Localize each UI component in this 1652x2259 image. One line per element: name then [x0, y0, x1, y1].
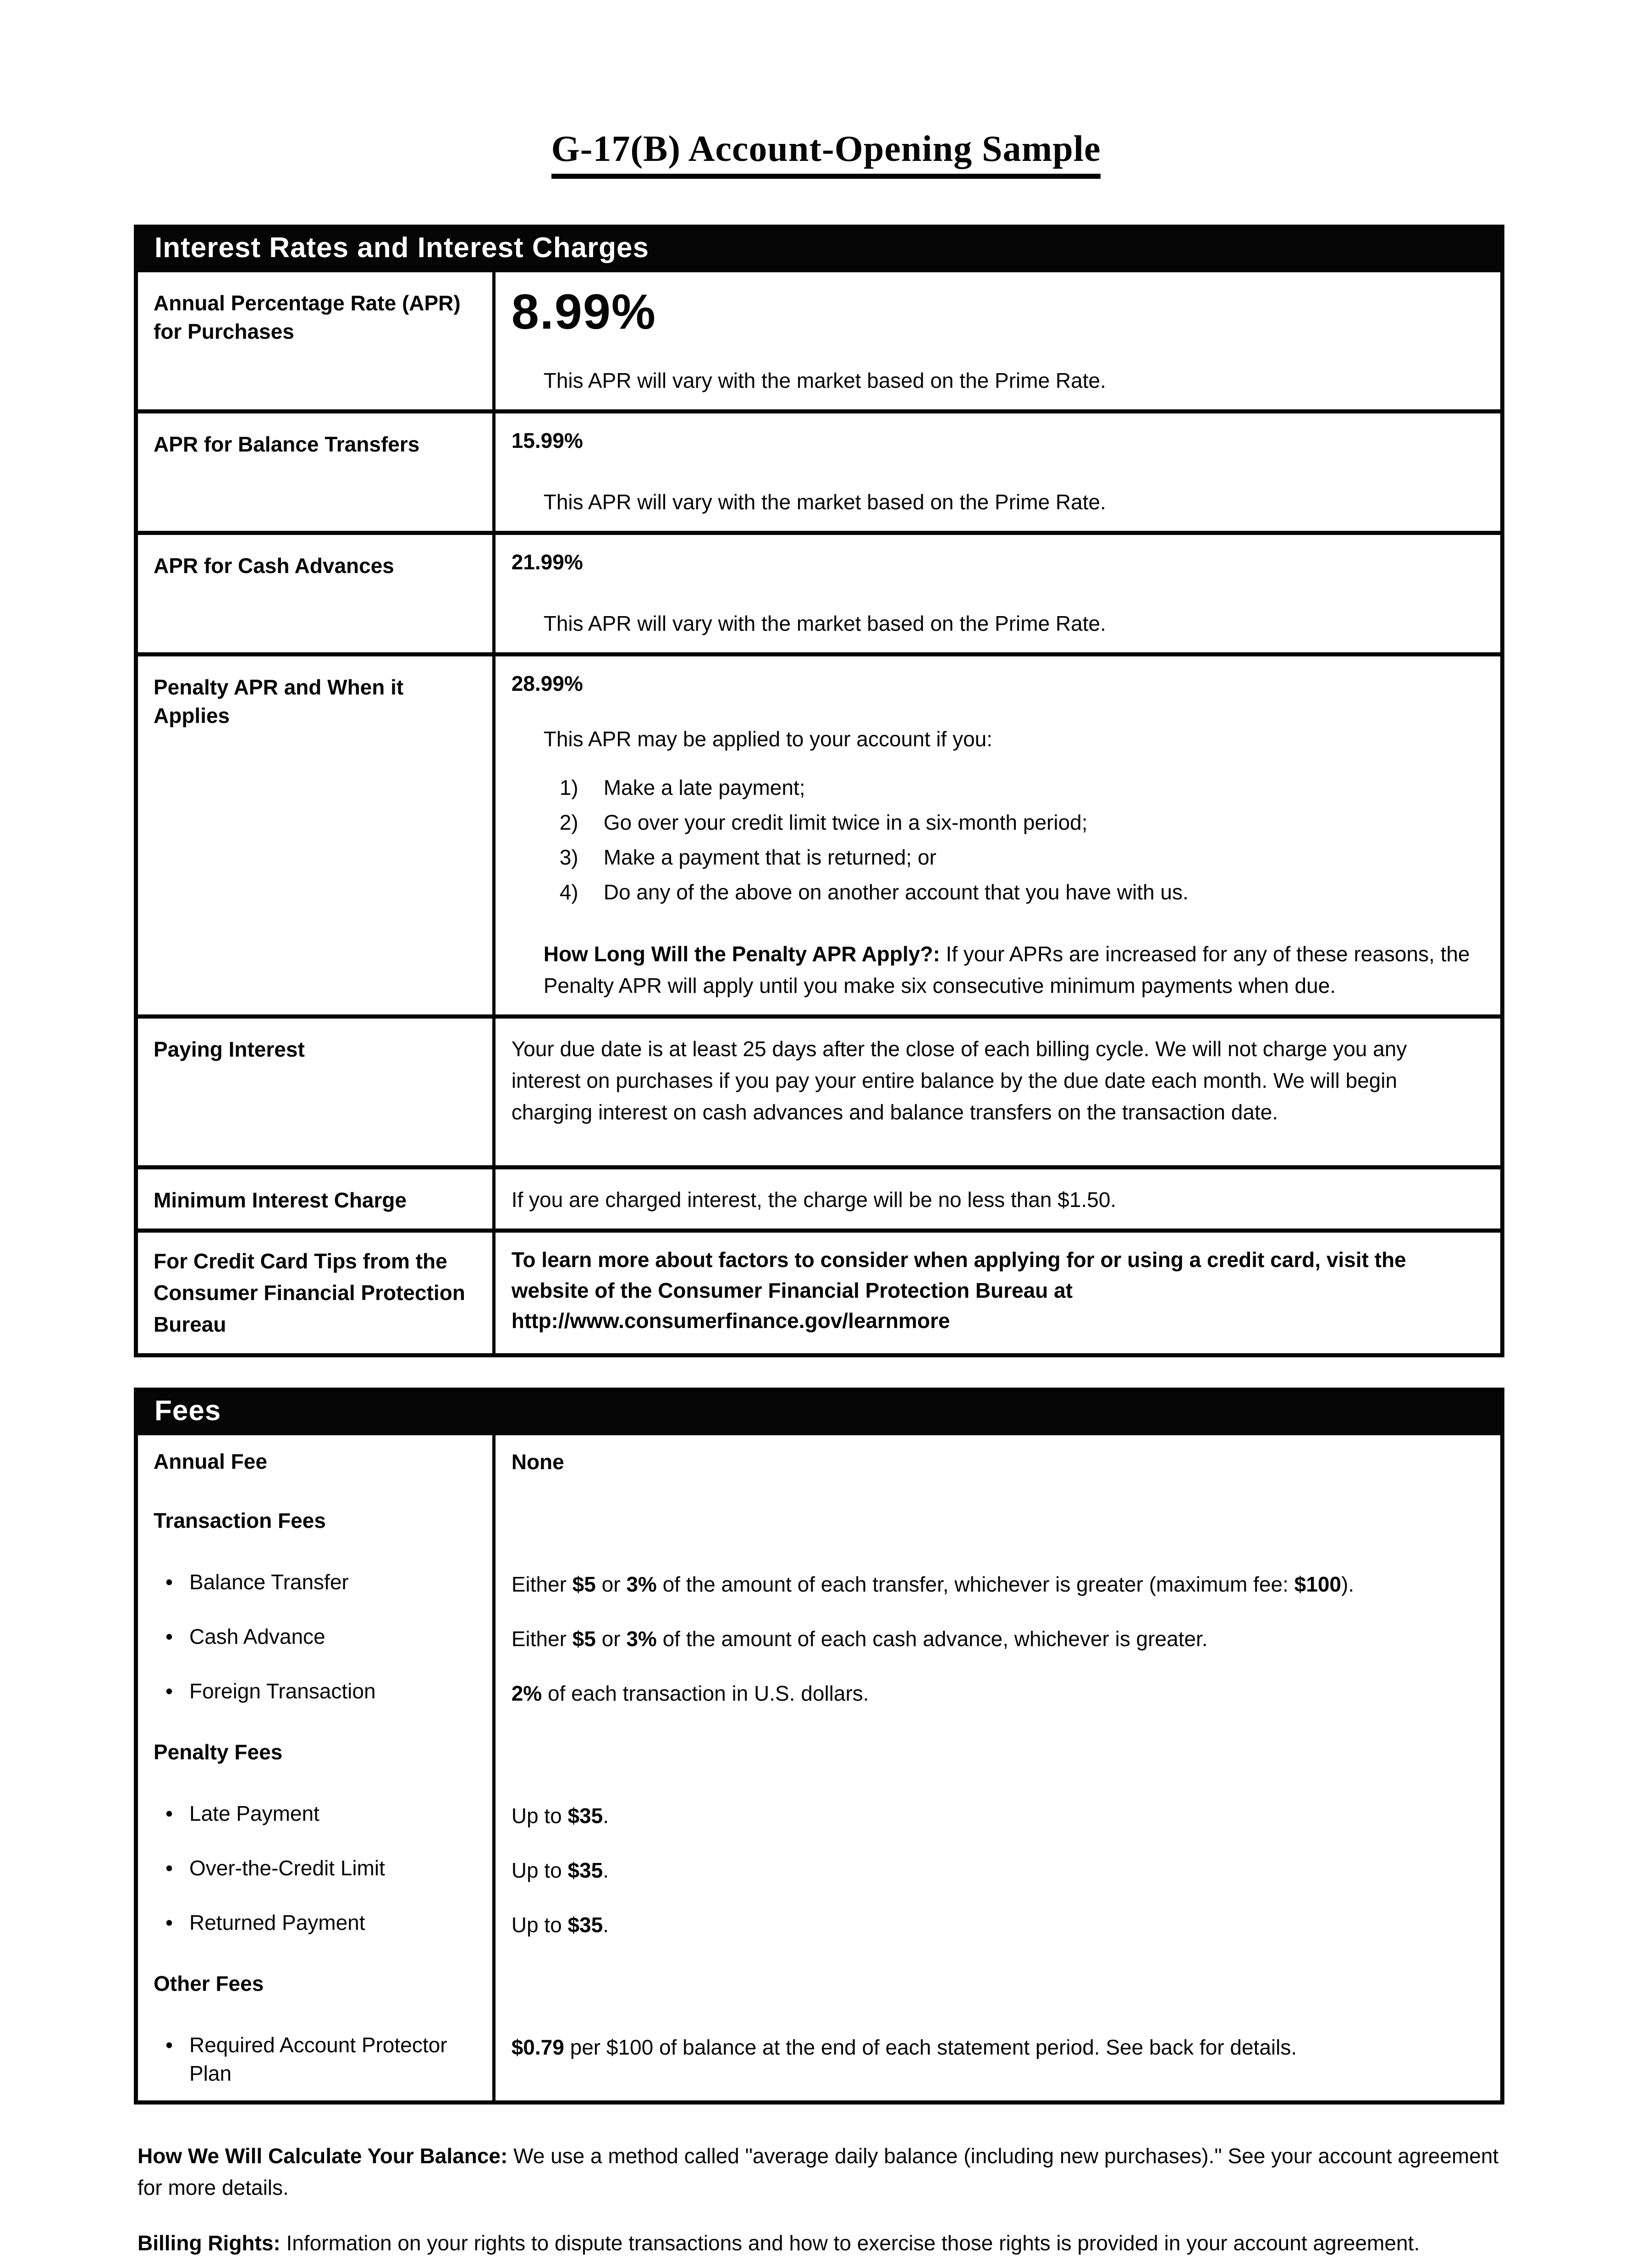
fee-row-returned-payment — [138, 1899, 1500, 1954]
table-row-penalty-apr — [138, 652, 1500, 1014]
penalty-apr-intro: This APR may be applied to your account if you: — [543, 727, 993, 751]
apr-balance-transfer-rate: 15.99% — [511, 429, 583, 452]
fee-description: Either $5 or 3% of the amount of each transfer, whichever is greater (maximum fee: $100). — [492, 1559, 1500, 1613]
fee-label — [138, 1559, 492, 1613]
fee-row-cash-advance — [138, 1613, 1500, 1668]
title-section — [0, 0, 1652, 179]
fee-group-title: Other Fees — [154, 1971, 264, 1995]
table-row-apr-cash-advances — [138, 531, 1500, 652]
billing-rights-note — [138, 2227, 1505, 2259]
fee-row-account-protector-plan — [138, 2022, 1500, 2100]
fee-name: Late Payment — [189, 1801, 319, 1825]
fee-group-empty-cell — [492, 1722, 1500, 1790]
fee-label — [138, 2022, 492, 2100]
fee-description: 2% of each transaction in U.S. dollars. — [492, 1668, 1500, 1722]
fee-name: Foreign Transaction — [189, 1679, 376, 1703]
table-row-apr-purchases — [138, 272, 1500, 409]
fee-name: Required Account Protector Plan — [189, 2033, 447, 2086]
fee-description: Up to $35. — [492, 1899, 1500, 1954]
bullet-icon: • — [165, 1856, 173, 1880]
row-label: Minimum Interest Charge — [154, 1188, 407, 1212]
table-row-paying-interest — [138, 1014, 1500, 1165]
row-value: None — [492, 1435, 1500, 1491]
footnotes — [138, 2140, 1505, 2259]
balance-calculation-lead: How We Will Calculate Your Balance: — [138, 2144, 508, 2168]
table-row-cfpb-tips — [138, 1229, 1500, 1353]
row-value — [492, 413, 1500, 531]
list-item — [560, 773, 1475, 802]
row-label: APR for Balance Transfers — [154, 432, 420, 456]
fee-group-penalty — [138, 1722, 1500, 1954]
list-item — [560, 878, 1475, 906]
fee-label — [138, 1668, 492, 1722]
list-item-number: 3) — [559, 845, 578, 869]
row-label: Penalty APR and When it Applies — [154, 675, 404, 728]
fee-row-late-payment — [138, 1790, 1500, 1845]
fee-label — [138, 1899, 492, 1954]
fee-row-balance-transfer — [138, 1559, 1500, 1613]
fee-name: Returned Payment — [189, 1910, 365, 1934]
fee-name: Over-the-Credit Limit — [189, 1856, 385, 1880]
apr-cash-advance-rate: 21.99% — [511, 550, 583, 574]
fees-table-header: Fees — [138, 1388, 1500, 1435]
list-item-text: Do any of the above on another account that you have with us. — [603, 880, 1189, 904]
table-row-minimum-interest-charge — [138, 1165, 1500, 1229]
list-item-number: 2) — [559, 810, 578, 834]
fee-group-title: Transaction Fees — [154, 1508, 326, 1532]
penalty-apr-rate: 28.99% — [511, 672, 583, 696]
row-label: Paying Interest — [154, 1037, 305, 1061]
apr-purchases-rate: 8.99% — [511, 284, 656, 339]
fee-description: $0.79 per $100 of balance at the end of each statement period. See back for details. — [492, 2022, 1500, 2100]
bullet-icon: • — [165, 2033, 173, 2057]
list-item-text: Make a late payment; — [603, 775, 805, 799]
apr-variable-note: This APR will vary with the market based on the Prime Rate. — [543, 369, 1106, 392]
bullet-icon: • — [165, 1570, 173, 1594]
penalty-duration-text: If your APRs are increased for any of these reasons, the Penalty APR will apply until you make six consecutive minimum payments when due. — [543, 942, 1470, 997]
list-item — [560, 808, 1475, 837]
billing-rights-lead: Billing Rights: — [138, 2231, 281, 2255]
bullet-icon: • — [165, 1679, 173, 1703]
balance-calculation-text: We use a method called "average daily balance (including new purchases)." See your account agreement for more details. — [138, 2144, 1499, 2200]
fee-label — [138, 1613, 492, 1668]
page-title: G-17(B) Account-Opening Sample — [551, 128, 1101, 179]
list-item-number: 4) — [559, 880, 578, 904]
fee-name: Balance Transfer — [189, 1570, 349, 1594]
fee-group-transaction — [138, 1491, 1500, 1722]
fee-label — [138, 1845, 492, 1899]
fee-group-other — [138, 1954, 1500, 2100]
row-label: APR for Cash Advances — [154, 554, 394, 578]
billing-rights-text: Information on your rights to dispute transactions and how to exercise those rights is provided in your account agreement. — [280, 2231, 1420, 2255]
row-label: Annual Percentage Rate (APR) for Purchases — [154, 291, 461, 344]
fee-group-heading-row — [138, 1954, 1500, 2022]
list-item — [560, 843, 1475, 871]
fee-label — [138, 1790, 492, 1845]
bullet-icon: • — [165, 1624, 173, 1648]
list-item-text: Make a payment that is returned; or — [603, 845, 936, 869]
fee-group-heading-row — [138, 1722, 1500, 1790]
row-value: Your due date is at least 25 days after the close of each billing cycle. We will not charge you any interest on purchases if you pay your entire balance by the due date each month. We will begin charging interest on cash advances and balance transfers on the transaction date. — [492, 1019, 1500, 1165]
fee-description: Up to $35. — [492, 1845, 1500, 1899]
fee-name: Cash Advance — [189, 1624, 325, 1648]
fee-group-empty-cell — [492, 1954, 1500, 2022]
bullet-icon: • — [165, 1801, 173, 1825]
row-value: To learn more about factors to consider when applying for or using a credit card, visit the website of the Consumer Financial Protection Bureau at http://www.consumerfinance.gov/learnmore — [492, 1233, 1500, 1353]
interest-rates-table — [134, 225, 1504, 1357]
row-value — [492, 535, 1500, 652]
row-label: For Credit Card Tips from the Consumer Financial Protection Bureau — [154, 1249, 465, 1336]
list-item-number: 1) — [559, 775, 578, 799]
balance-calculation-note — [138, 2140, 1505, 2204]
bullet-icon: • — [165, 1910, 173, 1934]
list-item-text: Go over your credit limit twice in a six-month period; — [603, 810, 1088, 834]
apr-variable-note: This APR will vary with the market based on the Prime Rate. — [543, 612, 1106, 636]
fee-group-title: Penalty Fees — [154, 1740, 283, 1764]
penalty-apr-list — [560, 773, 1475, 906]
row-value — [492, 272, 1500, 409]
table-row-apr-balance-transfers — [138, 409, 1500, 531]
fee-group-empty-cell — [492, 1491, 1500, 1559]
fee-row-over-credit-limit — [138, 1845, 1500, 1899]
row-value: If you are charged interest, the charge will be no less than $1.50. — [492, 1169, 1500, 1229]
penalty-apr-duration — [544, 938, 1475, 1002]
fee-description: Up to $35. — [492, 1790, 1500, 1845]
penalty-duration-lead: How Long Will the Penalty APR Apply?: — [543, 942, 940, 966]
interest-table-header: Interest Rates and Interest Charges — [138, 225, 1500, 272]
fees-table — [134, 1388, 1504, 2105]
table-row-annual-fee — [138, 1435, 1500, 1491]
fee-description: Either $5 or 3% of the amount of each cash advance, whichever is greater. — [492, 1613, 1500, 1668]
row-value — [492, 656, 1500, 1014]
fee-group-heading-row — [138, 1491, 1500, 1559]
apr-variable-note: This APR will vary with the market based on the Prime Rate. — [543, 490, 1106, 514]
row-label: Annual Fee — [154, 1449, 267, 1473]
fee-row-foreign-transaction — [138, 1668, 1500, 1722]
